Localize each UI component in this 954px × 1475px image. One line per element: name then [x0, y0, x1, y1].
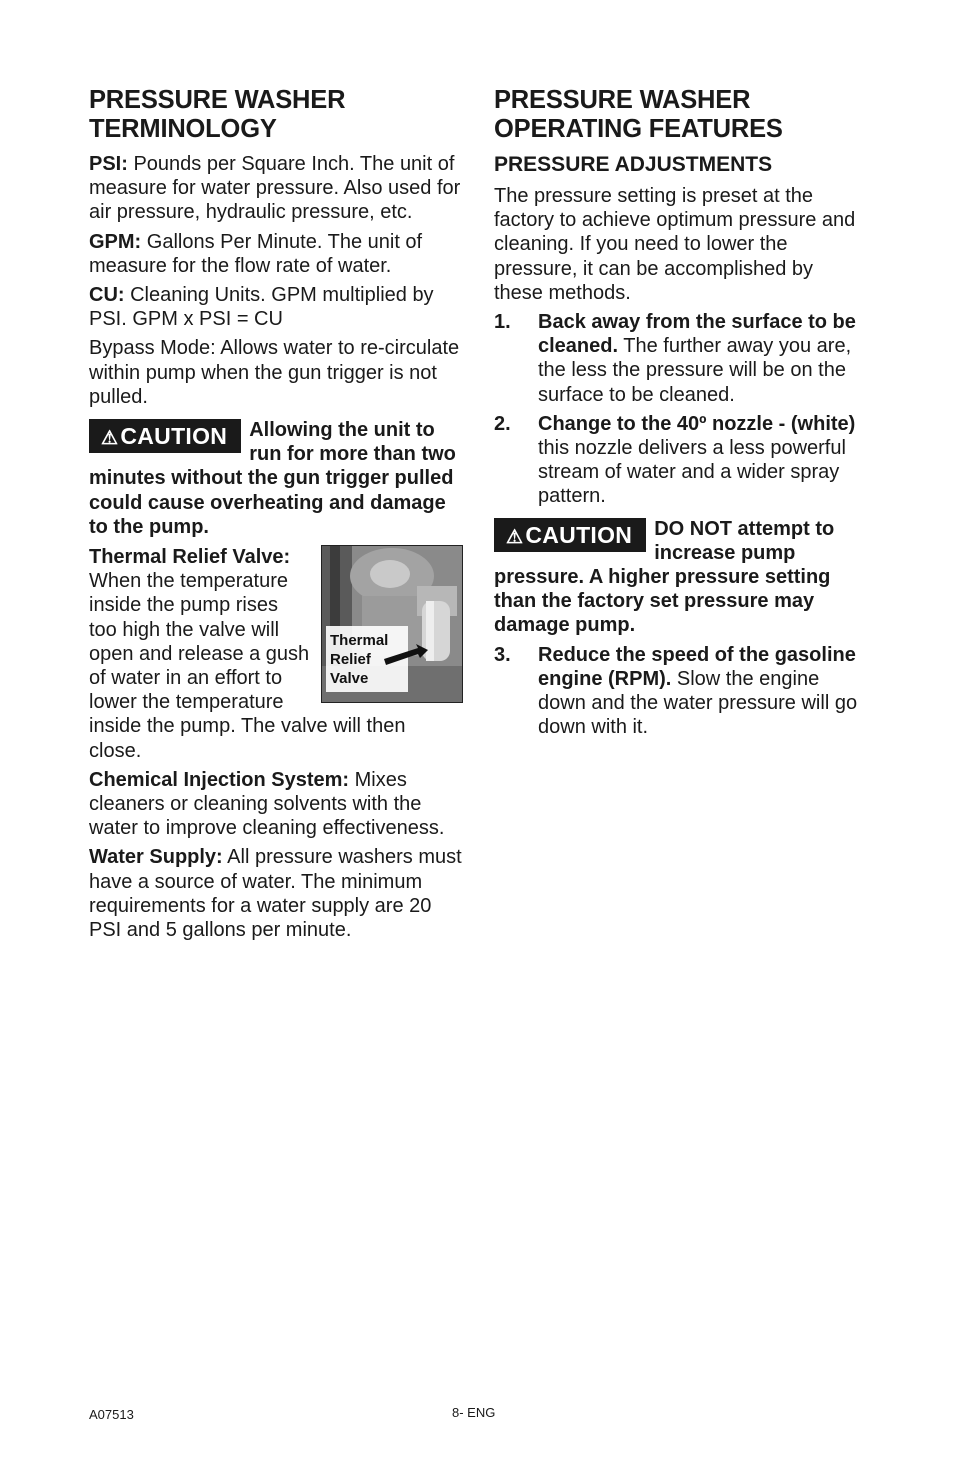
figure-caption-line3: Valve — [330, 670, 369, 688]
terminology-title-line2: TERMINOLOGY — [89, 115, 277, 143]
gpm-text: Gallons Per Minute. The unit of measure for the flow rate of water. — [89, 230, 423, 277]
caution-badge-label-right: CAUTION — [525, 521, 633, 548]
step-1-text: The further away you are, the less the pressure will be on the surface to be cleaned. — [538, 335, 852, 406]
step-2 — [494, 412, 866, 509]
cu-definition — [89, 283, 463, 331]
cu-term: CU: — [89, 284, 125, 307]
terminology-title — [89, 86, 463, 144]
step-2-text: this nozzle delivers a less powerful stream of water and a wider spray pattern. — [538, 437, 846, 508]
pressure-intro: The pressure setting is preset at the factory to achieve optimum pressure and cleaning. If you need to lower the pressure, it can be accomplished by these methods. — [494, 185, 856, 304]
operating-title-line2: OPERATING FEATURES — [494, 115, 783, 143]
left-column — [89, 86, 463, 947]
step-3-number: 3. — [494, 643, 511, 666]
chem-text: Mixes cleaners or cleaning solvents with the water to improve cleaning effectiveness. — [89, 768, 445, 840]
bypass-term: Bypass Mode: — [89, 337, 216, 360]
step-2-bold: Change to the 40º nozzle - (white) — [538, 412, 856, 435]
caution-text: Allowing the unit to run for more than two minutes without the gun trigger pulled could cause overheating and damage to the pump. — [89, 419, 456, 538]
caution-notice-pressure — [494, 517, 866, 638]
caution-notice-overheat — [89, 418, 463, 539]
thermal-relief-section — [89, 545, 463, 763]
document-code: A07513 — [89, 1407, 134, 1422]
terminology-title-line1: PRESSURE WASHER — [89, 86, 346, 114]
gpm-definition — [89, 230, 463, 278]
thermal-term: Thermal Relief Valve: — [89, 546, 291, 569]
caution-badge — [89, 419, 241, 453]
pressure-adjustments-heading: PRESSURE ADJUSTMENTS — [494, 153, 773, 176]
caution-badge-right — [494, 518, 646, 552]
step-1 — [494, 310, 866, 407]
psi-term: PSI: — [89, 153, 128, 175]
figure-caption-line2: Relief — [330, 651, 371, 669]
water-text: All pressure washers must have a source of water. The minimum requirements for a water supply are 20 PSI and 5 gallons per minute. — [89, 846, 462, 942]
warning-triangle-icon: ⚠ — [506, 526, 524, 548]
bypass-definition — [89, 336, 463, 409]
psi-definition — [89, 152, 463, 225]
step-3-bold: Reduce the speed of the gasoline engine (RPM). — [538, 643, 856, 690]
psi-text: Pounds per Square Inch. The unit of measure for water pressure. Also used for air pressure, hydraulic pressure, etc. — [89, 153, 461, 224]
step-1-bold: Back away from the surface to be cleaned. — [538, 311, 856, 358]
thermal-text: When the temperature inside the pump rises too high the valve will open and release a gush of water in an effort to lower the temperature inside the pump. The valve will then close. — [89, 570, 406, 762]
page-number: 8- ENG — [452, 1405, 496, 1420]
operating-features-title — [494, 86, 866, 144]
step-3 — [494, 643, 866, 740]
step-3-text: Slow the engine down and the water pressure will go down with it. — [538, 667, 858, 739]
pressure-steps-list-continued — [494, 643, 866, 740]
right-column — [494, 86, 866, 744]
step-1-number: 1. — [494, 311, 511, 334]
gpm-term: GPM: — [89, 230, 142, 253]
warning-triangle-icon: ⚠ — [101, 428, 119, 450]
step-2-number: 2. — [494, 412, 511, 435]
cu-text: Cleaning Units. GPM multiplied by PSI. GPM x PSI = CU — [89, 284, 434, 331]
chem-term: Chemical Injection System: — [89, 768, 350, 791]
water-term: Water Supply: — [89, 846, 223, 869]
pressure-steps-list — [494, 310, 866, 509]
thermal-relief-valve-figure — [321, 545, 463, 703]
figure-caption — [330, 631, 388, 688]
caution-text-right: DO NOT attempt to increase pump pressure. A higher pressure setting than the factory set pressure may damage pump. — [494, 517, 835, 637]
caution-badge-label: CAUTION — [120, 423, 228, 450]
water-supply-definition — [89, 845, 463, 942]
figure-caption-line1: Thermal — [330, 632, 389, 650]
bypass-text: Allows water to re-circulate within pump when the gun trigger is not pulled. — [89, 337, 460, 408]
operating-title-line1: PRESSURE WASHER — [494, 86, 751, 114]
chemical-injection-definition — [89, 768, 463, 841]
